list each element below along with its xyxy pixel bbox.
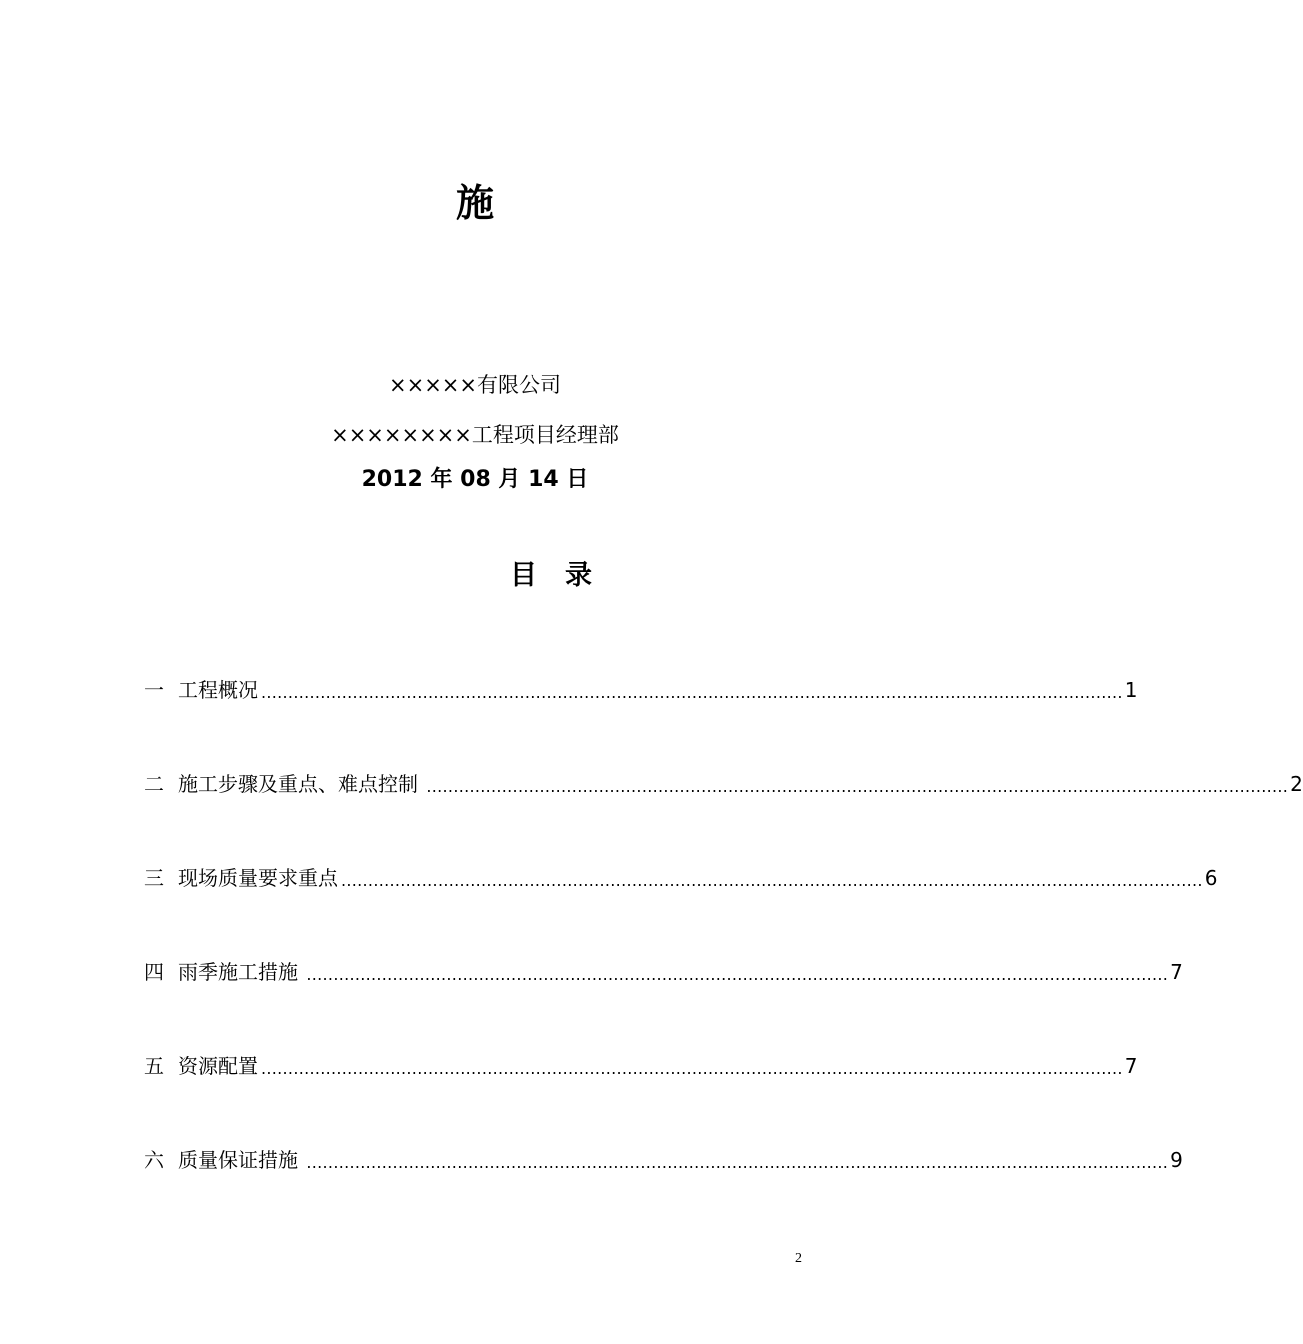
toc-entry-page: 2: [1290, 772, 1303, 796]
toc-leader-dots: ................................................................................................................................................................: [341, 871, 1203, 890]
company-name: ×××××有限公司: [389, 373, 561, 397]
toc-entry[interactable]: [144, 863, 1218, 893]
toc-entry-number: 五: [144, 1054, 164, 1078]
toc-entry-number: 二: [144, 772, 164, 796]
toc-entry-number: 一: [144, 678, 164, 702]
page-number: 2: [795, 1251, 802, 1266]
document-title: 施: [455, 181, 494, 225]
toc-leader-dots: ................................................................................................................................................................: [301, 1153, 1169, 1172]
toc-leader-dots: ................................................................................................................................................................: [261, 1059, 1123, 1078]
toc-entry-label: 资源配置: [178, 1054, 258, 1078]
toc-entry-label: 施工步骤及重点、难点控制: [178, 772, 418, 796]
toc-entry-label: 工程概况: [178, 678, 258, 702]
toc-entry-page: 6: [1204, 866, 1218, 890]
department-name: ××××××××工程项目经理部: [331, 423, 619, 447]
toc-entry-number: 六: [144, 1148, 164, 1172]
toc-entry[interactable]: [144, 769, 1303, 799]
toc-entry[interactable]: [144, 1051, 1138, 1081]
toc-entry-page: 9: [1170, 1148, 1183, 1172]
toc-entry[interactable]: [144, 1145, 1183, 1175]
toc-entry-label: 雨季施工措施: [178, 960, 298, 984]
toc-entry-page: 7: [1170, 960, 1183, 984]
toc-entry-number: 四: [144, 960, 164, 984]
toc-entry-page: 1: [1124, 678, 1138, 702]
toc-entry-number: 三: [144, 866, 164, 890]
toc-entry-label: 现场质量要求重点: [178, 866, 338, 890]
toc-heading: 目录: [510, 560, 620, 591]
toc-entry[interactable]: [144, 675, 1138, 705]
document-date: 2012 年 08 月 14 日: [361, 467, 589, 492]
toc-leader-dots: ................................................................................................................................................................: [301, 965, 1169, 984]
toc-entry-label: 质量保证措施: [178, 1148, 298, 1172]
toc-leader-dots: ................................................................................................................................................................: [261, 683, 1123, 702]
toc-leader-dots: ................................................................................................................................................................: [421, 777, 1289, 796]
toc-entry-page: 7: [1124, 1054, 1138, 1078]
toc-entry[interactable]: [144, 957, 1183, 987]
